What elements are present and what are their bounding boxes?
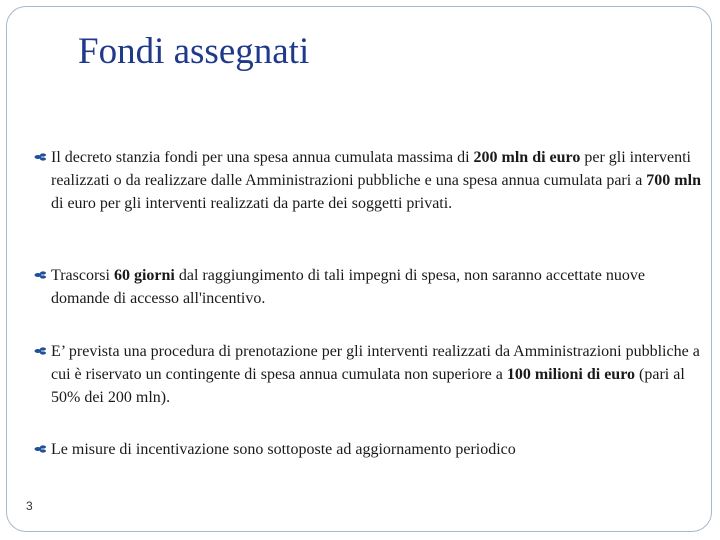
bullet-text: Trascorsi: [51, 267, 114, 284]
bullet-item: [34, 146, 704, 215]
bullet-text: E’ prevista una procedura di prenotazione per gli interventi realizzati da Amministrazioni pubbliche a cui è riservato un contingente di spesa annua cumulata non superiore a: [51, 343, 700, 383]
bullet-highlight: 100 milioni di euro: [506, 366, 636, 383]
flower-bullet-icon: [34, 444, 48, 454]
bullet-highlight: 200 mln di euro: [473, 149, 581, 166]
flower-bullet-icon: [34, 270, 48, 280]
flower-bullet-icon: [34, 346, 48, 356]
bullet-highlight: 60 giorni: [113, 267, 175, 284]
slide-title: Fondi assegnati: [78, 31, 310, 72]
bullet-text: per gli interventi realizzati o da realizzare dalle Amministrazioni pubbliche e una spesa annua cumulata pari a: [51, 149, 691, 189]
bullet-text: Le misure di incentivazione sono sottoposte ad aggiornamento periodico: [51, 441, 516, 458]
bullet-item: [34, 438, 516, 461]
bullet-text: Il decreto stanzia fondi per una spesa annua cumulata massima di: [51, 149, 474, 166]
bullet-item: [34, 264, 704, 310]
bullet-item: [34, 340, 704, 409]
flower-bullet-icon: [34, 152, 48, 162]
page-number: 3: [26, 499, 33, 513]
bullet-text: (pari al 50% dei 200 mln).: [51, 366, 685, 406]
bullet-text: di euro per gli interventi realizzati da parte dei soggetti privati.: [51, 195, 453, 212]
bullet-highlight: 700 mln: [646, 172, 701, 189]
bullet-text: dal raggiungimento di tali impegni di spesa, non saranno accettate nuove domande di accesso all'incentivo.: [51, 267, 645, 307]
